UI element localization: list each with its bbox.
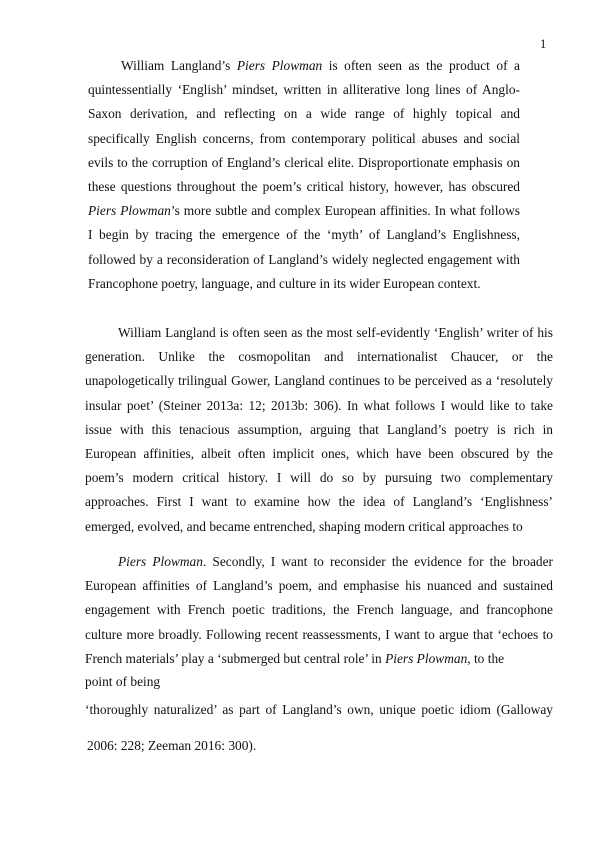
body-line-citation: 2006: 228; Zeeman 2016: 300).	[87, 738, 257, 753]
body-paragraph-2-text-2: , to the	[467, 650, 505, 666]
body-work-title-2: Piers Plowman	[385, 650, 468, 666]
body-work-title-1: Piers Plowman	[118, 554, 203, 569]
abstract-text-3: ’s more subtle and complex European affinities. In what follows I begin by tracing the emergence of the ‘myth’ of Langland’s Englishness, followed by a reconsideration of Langland’s widely neglected engagement with Francophone poetry, language, and culture in its wider European context.	[88, 203, 520, 291]
abstract-text-1: William Langland’s	[121, 58, 237, 73]
body-paragraph-1-text: William Langland is often seen as the most self-evidently ‘English’ writer of his generation. Unlike the cosmopolitan and internationalist Chaucer, or the unapologetically trilingual Gower, Langland continues to be perceived as a ‘resolutely insular poet’ (Steiner 2013a: 12; 2013b: 306). In what follows I would like to take issue with this tenacious assumption, arguing that Langland’s poetry is rich in European affinities, albeit often implicit ones, which have been obscured by the poem’s modern critical history. I will do so by pursuing two complementary approaches. First I want to examine how the idea of Langland’s ‘Englishness’ emerged, evolved, and became entrenched, shaping modern critical approaches to	[85, 325, 553, 534]
page-number: 1	[540, 37, 547, 51]
body-paragraph-1	[85, 321, 553, 539]
body-line-point-of-being: point of being	[85, 674, 161, 689]
abstract-work-title-1: Piers Plowman	[236, 58, 323, 73]
body-line-thoroughly-naturalized: ‘thoroughly naturalized’ as part of Langland’s own, unique poetic idiom (Galloway	[85, 702, 553, 717]
abstract-text-2: is often seen as the product of a quintessentially ‘English’ mindset, written in alliterative long lines of Anglo-Saxon derivation, and reflecting on a wide range of highly topical and specifically English concerns, from contemporary political abuses and social evils to the corruption of England’s clerical elite. Disproportionate emphasis on these questions throughout the poem’s critical history, however, has obscured	[88, 58, 520, 195]
abstract-paragraph	[88, 54, 520, 296]
abstract-work-title-2: Piers Plowman	[88, 203, 171, 219]
body-paragraph-2	[85, 550, 553, 671]
body-paragraph-2-text-1: . Secondly, I want to reconsider the evidence for the broader European affinities of Langland’s poem, and emphasise his nuanced and sustained engagement with French poetic traditions, the French language, and francophone culture more broadly. Following recent reassessments, I want to argue that ‘echoes to French materials’ play a ‘submerged but central role’ in	[85, 554, 553, 666]
